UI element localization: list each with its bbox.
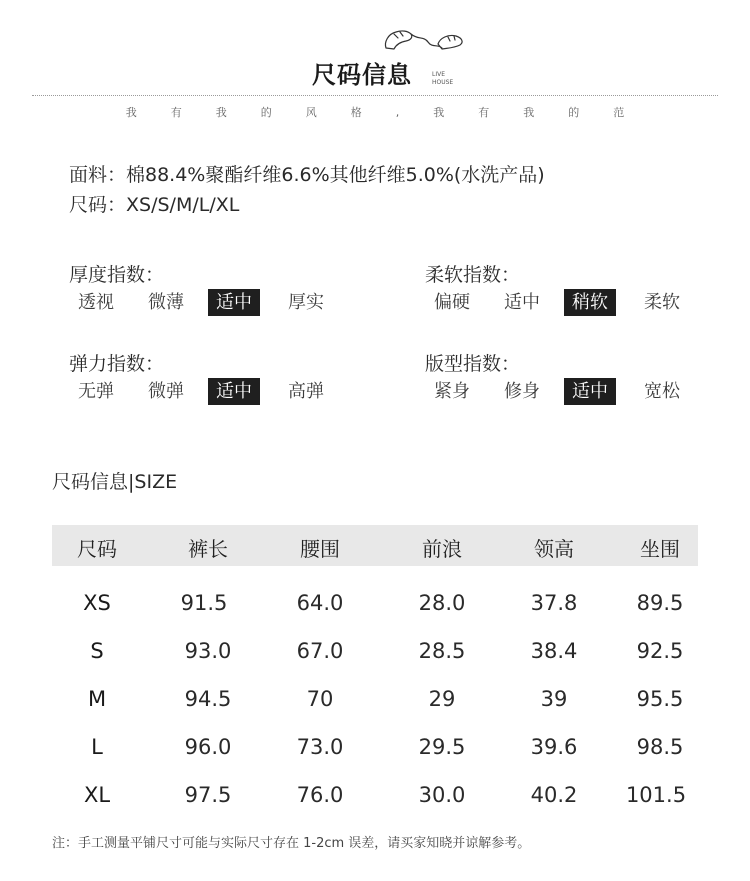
logo-text-live: LIVE: [432, 71, 446, 78]
table-cell: 39: [540, 687, 568, 711]
slogan-char: 我: [125, 106, 137, 119]
slogan-char: 风: [305, 106, 317, 119]
table-cell: 29: [428, 687, 456, 711]
table-cell: 37.8: [530, 591, 578, 615]
thickness-option: 透视: [78, 292, 114, 313]
elasticity-option-selected: 适中: [208, 378, 260, 405]
fit-option-selected: 适中: [564, 378, 616, 405]
table-cell: 28.5: [418, 639, 466, 663]
elasticity-option: 无弹: [78, 381, 114, 402]
slogan-char: ,: [395, 106, 400, 119]
measurement-note: 注：手工测量平铺尺寸可能与实际尺寸存在 1-2cm 误差，请买家知晓并谅解参考。: [52, 836, 531, 851]
table-cell: 40.2: [530, 783, 578, 807]
column-header: 坐围: [640, 537, 680, 561]
slogan-char: 有: [170, 106, 182, 119]
fit-index-title: 版型指数：: [425, 353, 521, 375]
slogan-char: 我: [523, 106, 535, 119]
slogan-char: 格: [350, 106, 362, 119]
size-list: 尺码：XS/S/M/L/XL: [69, 194, 240, 216]
logo-text-house: HOUSE: [432, 79, 454, 86]
thickness-option: 厚实: [288, 292, 324, 313]
table-cell: 67.0: [296, 639, 344, 663]
table-cell: M: [87, 687, 107, 711]
table-cell: 73.0: [296, 735, 344, 759]
softness-index-title: 柔软指数：: [425, 264, 521, 286]
table-cell: 76.0: [296, 783, 344, 807]
table-cell: 30.0: [418, 783, 466, 807]
column-header: 裤长: [188, 537, 228, 561]
softness-option-selected: 稍软: [564, 289, 616, 316]
table-cell: 39.6: [530, 735, 578, 759]
fit-option: 紧身: [434, 381, 470, 402]
table-cell: XL: [83, 783, 111, 807]
elasticity-index-title: 弹力指数：: [69, 353, 165, 375]
fabric-info: 面料：棉88.4%聚酯纤维6.6%其他纤维5.0%(水洗产品): [69, 164, 545, 186]
column-header: 腰围: [300, 537, 340, 561]
fit-option: 修身: [504, 381, 540, 402]
thickness-option-selected: 适中: [208, 289, 260, 316]
table-cell: S: [90, 639, 104, 663]
table-cell: 98.5: [636, 735, 684, 759]
column-header: 尺码: [77, 537, 117, 561]
slogan-char: 范: [613, 106, 625, 119]
slogan-char: 的: [260, 106, 272, 119]
slogan-char: 有: [478, 106, 490, 119]
table-cell: 96.0: [184, 735, 232, 759]
elasticity-option: 高弹: [288, 381, 324, 402]
slogan-char: 的: [568, 106, 580, 119]
slogan-char: 我: [215, 106, 227, 119]
table-cell: 89.5: [636, 591, 684, 615]
table-cell: 101.5: [625, 783, 687, 807]
page-title: 尺码信息: [312, 61, 412, 89]
size-section-heading: 尺码信息|SIZE: [52, 471, 178, 493]
header-divider: [32, 95, 718, 96]
table-cell: 93.0: [184, 639, 232, 663]
table-cell: 70: [306, 687, 334, 711]
table-cell: XS: [83, 591, 111, 615]
elasticity-option: 微弹: [148, 381, 184, 402]
softness-option: 柔软: [644, 292, 680, 313]
slogan: [0, 104, 750, 120]
column-header: 前浪: [422, 537, 462, 561]
fit-option: 宽松: [644, 381, 680, 402]
table-cell: 29.5: [418, 735, 466, 759]
thickness-index-title: 厚度指数：: [69, 264, 165, 286]
table-cell: 38.4: [530, 639, 578, 663]
table-cell: 91.5: [180, 591, 228, 615]
thickness-option: 微薄: [148, 292, 184, 313]
table-cell: 28.0: [418, 591, 466, 615]
slogan-char: 我: [433, 106, 445, 119]
table-cell: 92.5: [636, 639, 684, 663]
table-cell: 94.5: [184, 687, 232, 711]
table-cell: 95.5: [636, 687, 684, 711]
table-cell: L: [91, 735, 103, 759]
column-header: 领高: [534, 537, 574, 561]
table-cell: 97.5: [184, 783, 232, 807]
softness-option: 适中: [504, 292, 540, 313]
table-cell: 64.0: [296, 591, 344, 615]
softness-option: 偏硬: [434, 292, 470, 313]
